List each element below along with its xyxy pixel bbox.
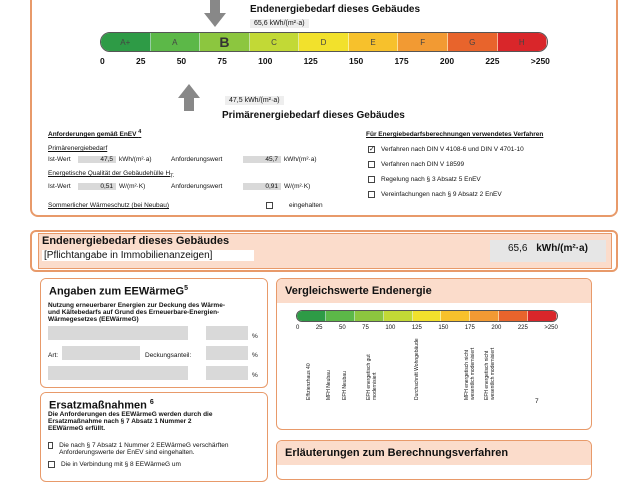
eewaerme-input-pct3[interactable] (206, 366, 248, 380)
anteil-label: Deckungsanteil: (145, 352, 192, 359)
prim-heading: Primärenergiebedarf (48, 145, 108, 152)
art-label: Art: (48, 352, 59, 359)
vergleich-label: MFH Neubau (326, 370, 332, 400)
vergleich-label: EFH energetisch nicht wesentlich modernisiert (484, 347, 496, 400)
summary-unit: kWh/(m²·a) (536, 243, 588, 254)
summer-check-label: eingehalten (289, 202, 323, 209)
end-value: 65,6 (254, 20, 268, 27)
procedure-checkbox[interactable]: ✓ (369, 146, 375, 153)
vergleich-scale-bar (296, 310, 558, 322)
quality-row (48, 183, 348, 190)
ist2-unit: W/(m²·K) (119, 183, 146, 190)
energy-scale-ticks (100, 56, 550, 66)
ersatz-checkbox-2[interactable] (48, 461, 55, 468)
scale-tick: 125 (303, 56, 318, 66)
scale-class-e (441, 311, 470, 321)
pct-3: % (252, 372, 258, 379)
procedure-item (368, 191, 502, 198)
scale-tick: 175 (394, 56, 409, 66)
scale-class-c (384, 311, 413, 321)
scale-class-d (413, 311, 442, 321)
scale-class-g (499, 311, 528, 321)
scale-tick: 25 (315, 325, 323, 331)
procedure-checkbox[interactable] (368, 161, 375, 168)
eewaerme-input-pct1[interactable] (206, 326, 248, 340)
scale-class-a (326, 311, 355, 321)
procedure-item (368, 161, 464, 168)
scale-class-b: B (200, 33, 250, 51)
ersatz-item-1 (48, 442, 248, 456)
scale-tick: 75 (217, 56, 227, 66)
vergleich-scale-ticks (296, 325, 558, 331)
scale-class-f (470, 311, 499, 321)
scale-class-g: G (448, 33, 498, 51)
vergleich-label: EFH energetisch gut modernisiert (366, 354, 378, 400)
scale-tick: 150 (349, 56, 364, 66)
ersatz-item-2 (48, 461, 248, 468)
eewaerme-input-3[interactable] (48, 366, 188, 380)
prim-value: 47,5 (229, 97, 243, 104)
prim-unit: kWh/(m²·a) (244, 97, 280, 104)
procedure-item-label: Verfahren nach DIN V 4108-6 und DIN V 4701-10 (381, 146, 524, 153)
summary-value: 65,6 (508, 243, 528, 254)
scale-tick: 75 (362, 325, 369, 331)
scale-tick: >250 (544, 325, 558, 331)
ersatz-title: Ersatzmaßnahmen $^6$ (41, 393, 267, 418)
procedure-item-label: Verfahren nach DIN V 18599 (381, 161, 465, 168)
vergleich-label: EFH Neubau (342, 371, 348, 400)
scale-tick: 0 (296, 325, 300, 331)
arrow-down-icon (204, 0, 226, 33)
eewaerme-title: Angaben zum EEWärmeG$^5$ (41, 279, 267, 304)
scale-class-d: D (299, 33, 349, 51)
anf-value: 45,7 (243, 156, 281, 163)
prim-row (48, 156, 348, 163)
ersatz-checkbox-1[interactable] (48, 442, 53, 449)
anf2-unit: W/(m²·K) (284, 183, 311, 190)
scale-tick: 200 (439, 56, 455, 66)
end-unit: kWh/(m²·a) (269, 20, 305, 27)
anteil-input[interactable] (206, 346, 248, 360)
scale-tick: 50 (176, 56, 187, 66)
scale-tick: 25 (135, 56, 146, 66)
ist2-label: Ist-Wert (48, 183, 71, 190)
ersatz-item-1-label: Die nach § 7 Absatz 1 Nummer 2 EEWärmeG verschärften Anforderungswerte der EnEV sind eingehalten. (59, 442, 229, 456)
procedure-item-label: Regelung nach § 3 Absatz 5 EnEV (381, 176, 481, 183)
anf2-label: Anforderungswert (171, 183, 223, 190)
procedure-heading: Für Energiebedarfsberechnungen verwendetes Verfahren (366, 131, 544, 138)
ist-label: Ist-Wert (48, 156, 71, 163)
ist2-value: 0,51 (78, 183, 116, 190)
arrow-up-icon (178, 84, 200, 117)
summary-title: Endenergiebedarf dieses Gebäudes (42, 235, 230, 247)
procedure-item-label: Vereinfachungen nach § 9 Absatz 2 EnEV (381, 191, 502, 198)
erlaeuterung-section (276, 440, 592, 480)
vergleich-section (276, 278, 592, 430)
scale-tick: 175 (464, 325, 475, 331)
scale-class-f: F (398, 33, 448, 51)
vergleich-label: Effizienzhaus 40 (306, 363, 312, 400)
procedure-item (368, 176, 481, 183)
art-input[interactable] (62, 346, 140, 360)
eewaerme-desc: Nutzung erneuerbarer Energien zur Deckung des Wärme- und Kältebedarfs auf Grund des Erneuerbare-Energien-Wärmegesetzes (EEWärmeG) (48, 302, 225, 323)
scale-class-h: H (498, 33, 548, 51)
end-value-box (250, 19, 309, 28)
scale-class-aplus: A+ (101, 33, 151, 51)
procedure-checkbox[interactable] (368, 191, 375, 198)
scale-class-e: E (349, 33, 399, 51)
vergleich-title: Vergleichswerte Endenergie (277, 279, 591, 303)
scale-class-h (528, 311, 557, 321)
prim-value-box (225, 96, 284, 105)
ersatz-desc: Die Anforderungen des EEWärmeG werden durch die Ersatzmaßnahme nach § 7 Absatz 1 Nummer 2 EEWärmeG erfüllt. (48, 411, 213, 432)
ersatz-section (40, 392, 268, 482)
summer-checkbox[interactable] (266, 202, 273, 209)
ist-unit: kWh/(m²·a) (119, 156, 152, 163)
procedure-item (368, 146, 524, 153)
scale-tick: >250 (530, 56, 550, 66)
summer-label: Sommerlicher Wärmeschutz (bei Neubau) (48, 202, 170, 209)
scale-tick: 0 (100, 56, 105, 66)
vergleich-footnote: 7 (535, 398, 539, 405)
energy-scale-bar (100, 32, 548, 52)
scale-tick: 225 (517, 325, 528, 331)
pct-2: % (252, 352, 258, 359)
scale-tick: 150 (438, 325, 449, 331)
ersatz-item-2-label: Die in Verbindung mit § 8 EEWärmeG um (61, 461, 181, 468)
scale-class-c: C (250, 33, 300, 51)
anf-label: Anforderungswert (171, 156, 223, 163)
end-label: Endenergiebedarf dieses Gebäudes (250, 4, 421, 15)
vergleich-label: MFH energetisch nicht wesentlich modernisiert (464, 347, 476, 400)
pct-1: % (252, 333, 258, 340)
scale-tick: 50 (339, 325, 346, 331)
eewaerme-input-1[interactable] (48, 326, 188, 340)
scale-tick: 125 (411, 325, 422, 331)
scale-class-aplus (297, 311, 326, 321)
requirements-heading: Anforderungen gemäß EnEV $^4$ (48, 129, 142, 139)
scale-tick: 100 (385, 325, 396, 331)
scale-tick: 100 (258, 56, 273, 66)
vergleich-label: Durchschnitt Wohngebäude (414, 338, 420, 400)
anf-unit: kWh/(m²·a) (284, 156, 317, 163)
summer-row (48, 202, 348, 209)
prim-label: Primärenergiebedarf dieses Gebäudes (222, 110, 405, 121)
scale-class-b (355, 311, 384, 321)
procedure-checkbox[interactable] (368, 176, 375, 183)
erlaeuterung-title: Erläuterungen zum Berechnungsverfahren (277, 441, 591, 465)
scale-class-a: A (151, 33, 201, 51)
scale-tick: 200 (491, 325, 502, 331)
anf2-value: 0,91 (243, 183, 281, 190)
quality-heading: Energetische Qualität der Gebäudehülle $H_T$ (48, 170, 174, 180)
scale-tick: 225 (485, 56, 500, 66)
summary-value-box (490, 240, 606, 262)
summary-subtitle: [Pflichtangabe in Immobilienanzeigen] (42, 250, 254, 261)
ist-value: 47,5 (78, 156, 116, 163)
